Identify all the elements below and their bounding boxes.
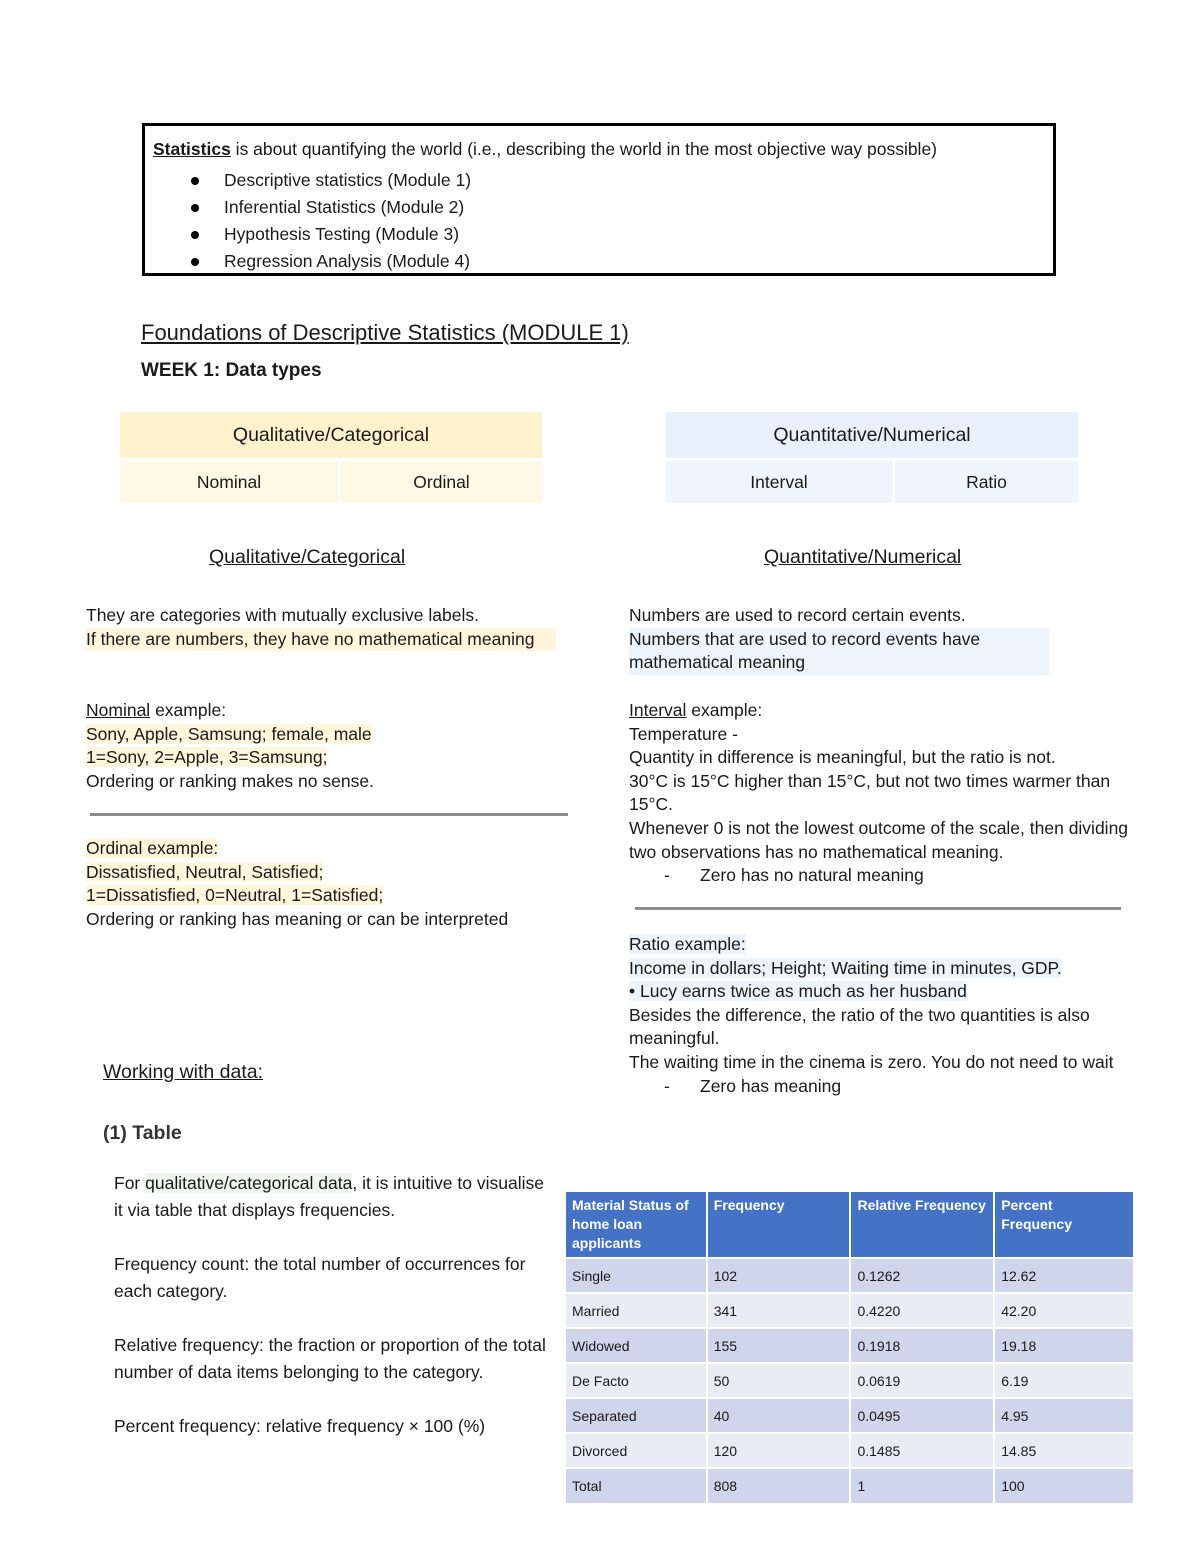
dash-note bbox=[629, 1075, 1129, 1099]
table-row bbox=[566, 1363, 1134, 1398]
table-cell: Total bbox=[566, 1468, 707, 1503]
table-cell: 341 bbox=[707, 1293, 851, 1328]
ratio-example bbox=[629, 933, 1129, 1098]
table-cell: 0.1262 bbox=[850, 1258, 994, 1293]
table-cell: Divorced bbox=[566, 1433, 707, 1468]
text-line: Numbers are used to record certain events. bbox=[629, 605, 966, 625]
table-cell: De Facto bbox=[566, 1363, 707, 1398]
qualitative-section-title: Qualitative/Categorical bbox=[209, 546, 406, 568]
module-list bbox=[153, 167, 1045, 275]
example-label bbox=[629, 699, 1129, 723]
column-header: Relative Frequency bbox=[850, 1192, 994, 1258]
table-cell: Separated bbox=[566, 1398, 707, 1433]
text-line: Dissatisfied, Neutral, Satisfied; bbox=[86, 861, 324, 882]
dash-note bbox=[629, 864, 1129, 888]
module-list-item bbox=[153, 221, 1045, 248]
module-list-item bbox=[153, 248, 1045, 275]
table-cell: 102 bbox=[707, 1258, 851, 1293]
bullet-icon bbox=[191, 231, 199, 239]
table-cell: 155 bbox=[707, 1328, 851, 1363]
working-with-data-title: Working with data: bbox=[103, 1061, 264, 1083]
text-line: Income in dollars; Height; Waiting time in minutes, GDP. bbox=[629, 957, 1062, 978]
table-cell: 6.19 bbox=[994, 1363, 1134, 1398]
bullet-icon bbox=[191, 177, 199, 185]
table-cell: 0.1918 bbox=[850, 1328, 994, 1363]
nominal-example bbox=[86, 699, 556, 793]
interval-cell: Interval bbox=[666, 461, 892, 503]
highlight-text: qualitative/categorical data bbox=[145, 1173, 353, 1193]
dash-note-text: Zero has no natural meaning bbox=[700, 865, 924, 886]
qualitative-description bbox=[86, 604, 556, 651]
text-line: Temperature - bbox=[629, 723, 738, 744]
example-label-text: example: bbox=[150, 700, 227, 720]
statistics-keyword: Statistics bbox=[153, 139, 231, 159]
paragraph: Relative frequency: the fraction or proportion of the total number of data items belonging to the category. bbox=[114, 1335, 546, 1382]
frequency-explanation bbox=[114, 1170, 554, 1467]
example-label bbox=[86, 699, 556, 723]
qualitative-header: Qualitative/Categorical bbox=[120, 412, 542, 458]
table-cell: 1 bbox=[850, 1468, 994, 1503]
table-cell: 50 bbox=[707, 1363, 851, 1398]
text-span: For bbox=[114, 1173, 146, 1193]
paragraph: Percent frequency: relative frequency × 100 (%) bbox=[114, 1416, 486, 1436]
module-item-label: Regression Analysis (Module 4) bbox=[224, 251, 471, 271]
table-cell: 120 bbox=[707, 1433, 851, 1468]
text-line: 1=Sony, 2=Apple, 3=Samsung; bbox=[86, 747, 328, 768]
module-item-label: Inferential Statistics (Module 2) bbox=[224, 197, 465, 217]
week-title: WEEK 1: Data types bbox=[141, 360, 322, 381]
text-line: Ordering or ranking has meaning or can be interpreted bbox=[86, 908, 509, 929]
table-cell: Widowed bbox=[566, 1328, 707, 1363]
table-header-row bbox=[566, 1192, 1134, 1258]
table-section-title: (1) Table bbox=[103, 1122, 182, 1144]
table-row bbox=[566, 1328, 1134, 1363]
table-cell: 4.95 bbox=[994, 1398, 1134, 1433]
example-label: Ratio example: bbox=[629, 934, 746, 954]
dash-icon: - bbox=[664, 865, 670, 886]
table-cell: 19.18 bbox=[994, 1328, 1134, 1363]
text-line: The waiting time in the cinema is zero. You do not need to wait bbox=[629, 1051, 1114, 1072]
quantitative-description bbox=[629, 604, 1049, 675]
nominal-label: Nominal bbox=[86, 700, 151, 720]
intro-lead-text: is about quantifying the world (i.e., describing the world in the most objective way possible) bbox=[230, 139, 938, 159]
table-cell: 0.0495 bbox=[850, 1398, 994, 1433]
column-header: Frequency bbox=[707, 1192, 851, 1258]
text-line: If there are numbers, they have no mathematical meaning bbox=[86, 628, 556, 652]
table-row bbox=[566, 1433, 1134, 1468]
frequency-table bbox=[566, 1192, 1135, 1503]
text-line: 1=Dissatisfied, 0=Neutral, 1=Satisfied; bbox=[86, 885, 384, 906]
table-cell: Single bbox=[566, 1258, 707, 1293]
text-line: Quantity in difference is meaningful, but the ratio is not. bbox=[629, 747, 1056, 768]
ordinal-example bbox=[86, 837, 566, 931]
nominal-cell: Nominal bbox=[120, 461, 338, 503]
text-line: 30°C is 15°C higher than 15°C, but not two times warmer than 15°C. bbox=[629, 770, 1111, 815]
ordinal-cell: Ordinal bbox=[341, 461, 542, 503]
table-row bbox=[566, 1258, 1134, 1293]
table-cell: Married bbox=[566, 1293, 707, 1328]
module-item-label: Hypothesis Testing (Module 3) bbox=[224, 224, 460, 244]
dash-icon: - bbox=[664, 1075, 670, 1096]
table-row bbox=[566, 1293, 1134, 1328]
text-line: • Lucy earns twice as much as her husband bbox=[629, 981, 967, 1002]
table-cell: 0.4220 bbox=[850, 1293, 994, 1328]
table-cell: 12.62 bbox=[994, 1258, 1134, 1293]
intro-lead bbox=[153, 138, 1045, 160]
paragraph bbox=[114, 1170, 554, 1224]
text-line: Sony, Apple, Samsung; female, male bbox=[86, 723, 372, 744]
interval-label: Interval bbox=[629, 700, 687, 720]
table-cell: 0.0619 bbox=[850, 1363, 994, 1398]
text-line: They are categories with mutually exclusive labels. bbox=[86, 605, 479, 625]
column-header: Percent Frequency bbox=[994, 1192, 1134, 1258]
paragraph: Frequency count: the total number of occurrences for each category. bbox=[114, 1254, 526, 1301]
table-row bbox=[566, 1398, 1134, 1433]
module-list-item bbox=[153, 194, 1045, 221]
column-header: Material Status of home loan applicants bbox=[566, 1192, 707, 1258]
module-title: Foundations of Descriptive Statistics (MODULE 1) bbox=[141, 320, 629, 345]
bullet-icon bbox=[191, 204, 199, 212]
table-cell: 0.1485 bbox=[850, 1433, 994, 1468]
table-cell: 100 bbox=[994, 1468, 1134, 1503]
text-line: Numbers that are used to record events have mathematical meaning bbox=[629, 628, 1049, 675]
table-row bbox=[566, 1468, 1134, 1503]
example-label: Ordinal example: bbox=[86, 838, 219, 858]
intro-box bbox=[142, 123, 1056, 276]
text-span: , it is intuitive to visualise it via table that displays frequencies. bbox=[114, 1173, 544, 1220]
module-list-item bbox=[153, 167, 1045, 194]
divider bbox=[90, 813, 568, 816]
table-cell: 808 bbox=[707, 1468, 851, 1503]
bullet-icon bbox=[191, 258, 199, 266]
quantitative-section-title: Quantitative/Numerical bbox=[764, 546, 962, 568]
table-cell: 40 bbox=[707, 1398, 851, 1433]
text-line: Whenever 0 is not the lowest outcome of the scale, then dividing two observations has no mathematical meaning. bbox=[629, 817, 1129, 862]
dash-note-text: Zero has meaning bbox=[700, 1075, 842, 1096]
table-cell: 42.20 bbox=[994, 1293, 1134, 1328]
divider bbox=[635, 907, 1121, 910]
example-label-text: example: bbox=[686, 700, 763, 720]
text-line: Besides the difference, the ratio of the two quantities is also meaningful. bbox=[629, 1004, 1090, 1049]
text-line: Ordering or ranking makes no sense. bbox=[86, 770, 374, 791]
ratio-cell: Ratio bbox=[895, 461, 1078, 503]
quantitative-header: Quantitative/Numerical bbox=[666, 412, 1078, 458]
table-cell: 14.85 bbox=[994, 1433, 1134, 1468]
module-item-label: Descriptive statistics (Module 1) bbox=[224, 170, 472, 190]
interval-example bbox=[629, 699, 1129, 888]
